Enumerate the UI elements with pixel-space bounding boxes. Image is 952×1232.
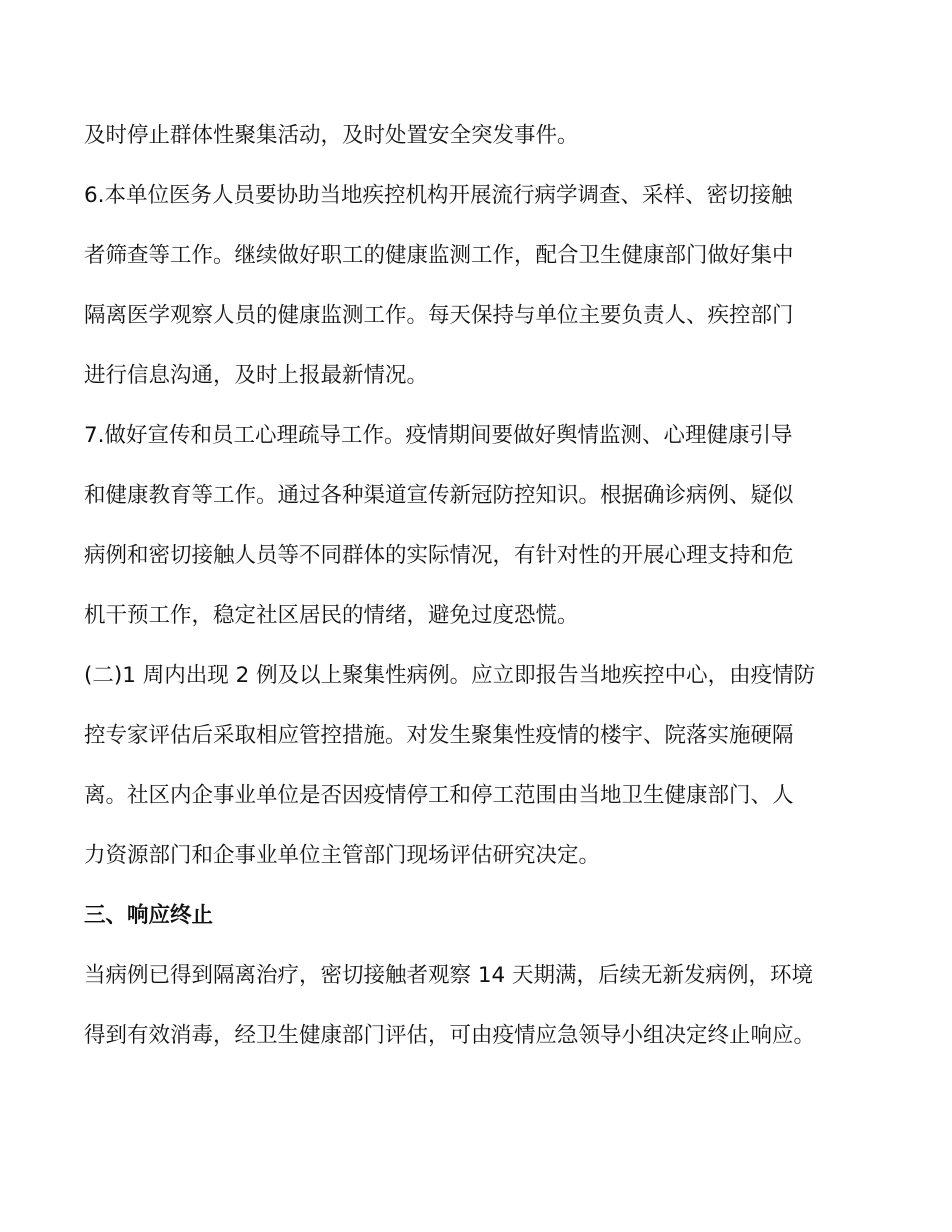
paragraph-line: 6.本单位医务人员要协助当地疾控机构开展流行病学调查、采样、密切接触 (84, 183, 793, 208)
paragraph-line: 和健康教育等工作。通过各种渠道宣传新冠防控知识。根据确诊病例、疑似 (84, 483, 794, 508)
paragraph-line: 得到有效消毒，经卫生健康部门评估，可由疫情应急领导小组决定终止响应。 (84, 1023, 816, 1048)
paragraph-line: 机干预工作，稳定社区居民的情绪，避免过度恐慌。 (84, 603, 579, 628)
paragraph-line: 及时停止群体性聚集活动，及时处置安全突发事件。 (84, 123, 579, 148)
paragraph-line: 7.做好宣传和员工心理疏导工作。疫情期间要做好舆情监测、心理健康引导 (84, 423, 793, 448)
paragraph-line: 控专家评估后采取相应管控措施。对发生聚集性疫情的楼宇、院落实施硬隔 (84, 723, 794, 748)
paragraph-line: 当病例已得到隔离治疗，密切接触者观察 14 天期满，后续无新发病例，环境 (84, 963, 814, 988)
section-heading: 三、响应终止 (84, 903, 214, 928)
paragraph-line: 离。社区内企事业单位是否因疫情停工和停工范围由当地卫生健康部门、人 (84, 783, 794, 808)
paragraph-line: 者筛查等工作。继续做好职工的健康监测工作，配合卫生健康部门做好集中 (84, 243, 794, 268)
paragraph-line: 进行信息沟通，及时上报最新情况。 (84, 363, 429, 388)
paragraph-line: 病例和密切接触人员等不同群体的实际情况，有针对性的开展心理支持和危 (84, 543, 794, 568)
paragraph-line: 隔离医学观察人员的健康监测工作。每天保持与单位主要负责人、疾控部门 (84, 303, 794, 328)
paragraph-line: (二)1 周内出现 2 例及以上聚集性病例。应立即报告当地疾控中心，由疫情防 (84, 663, 816, 688)
paragraph-line: 力资源部门和企事业单位主管部门现场评估研究决定。 (84, 843, 601, 868)
